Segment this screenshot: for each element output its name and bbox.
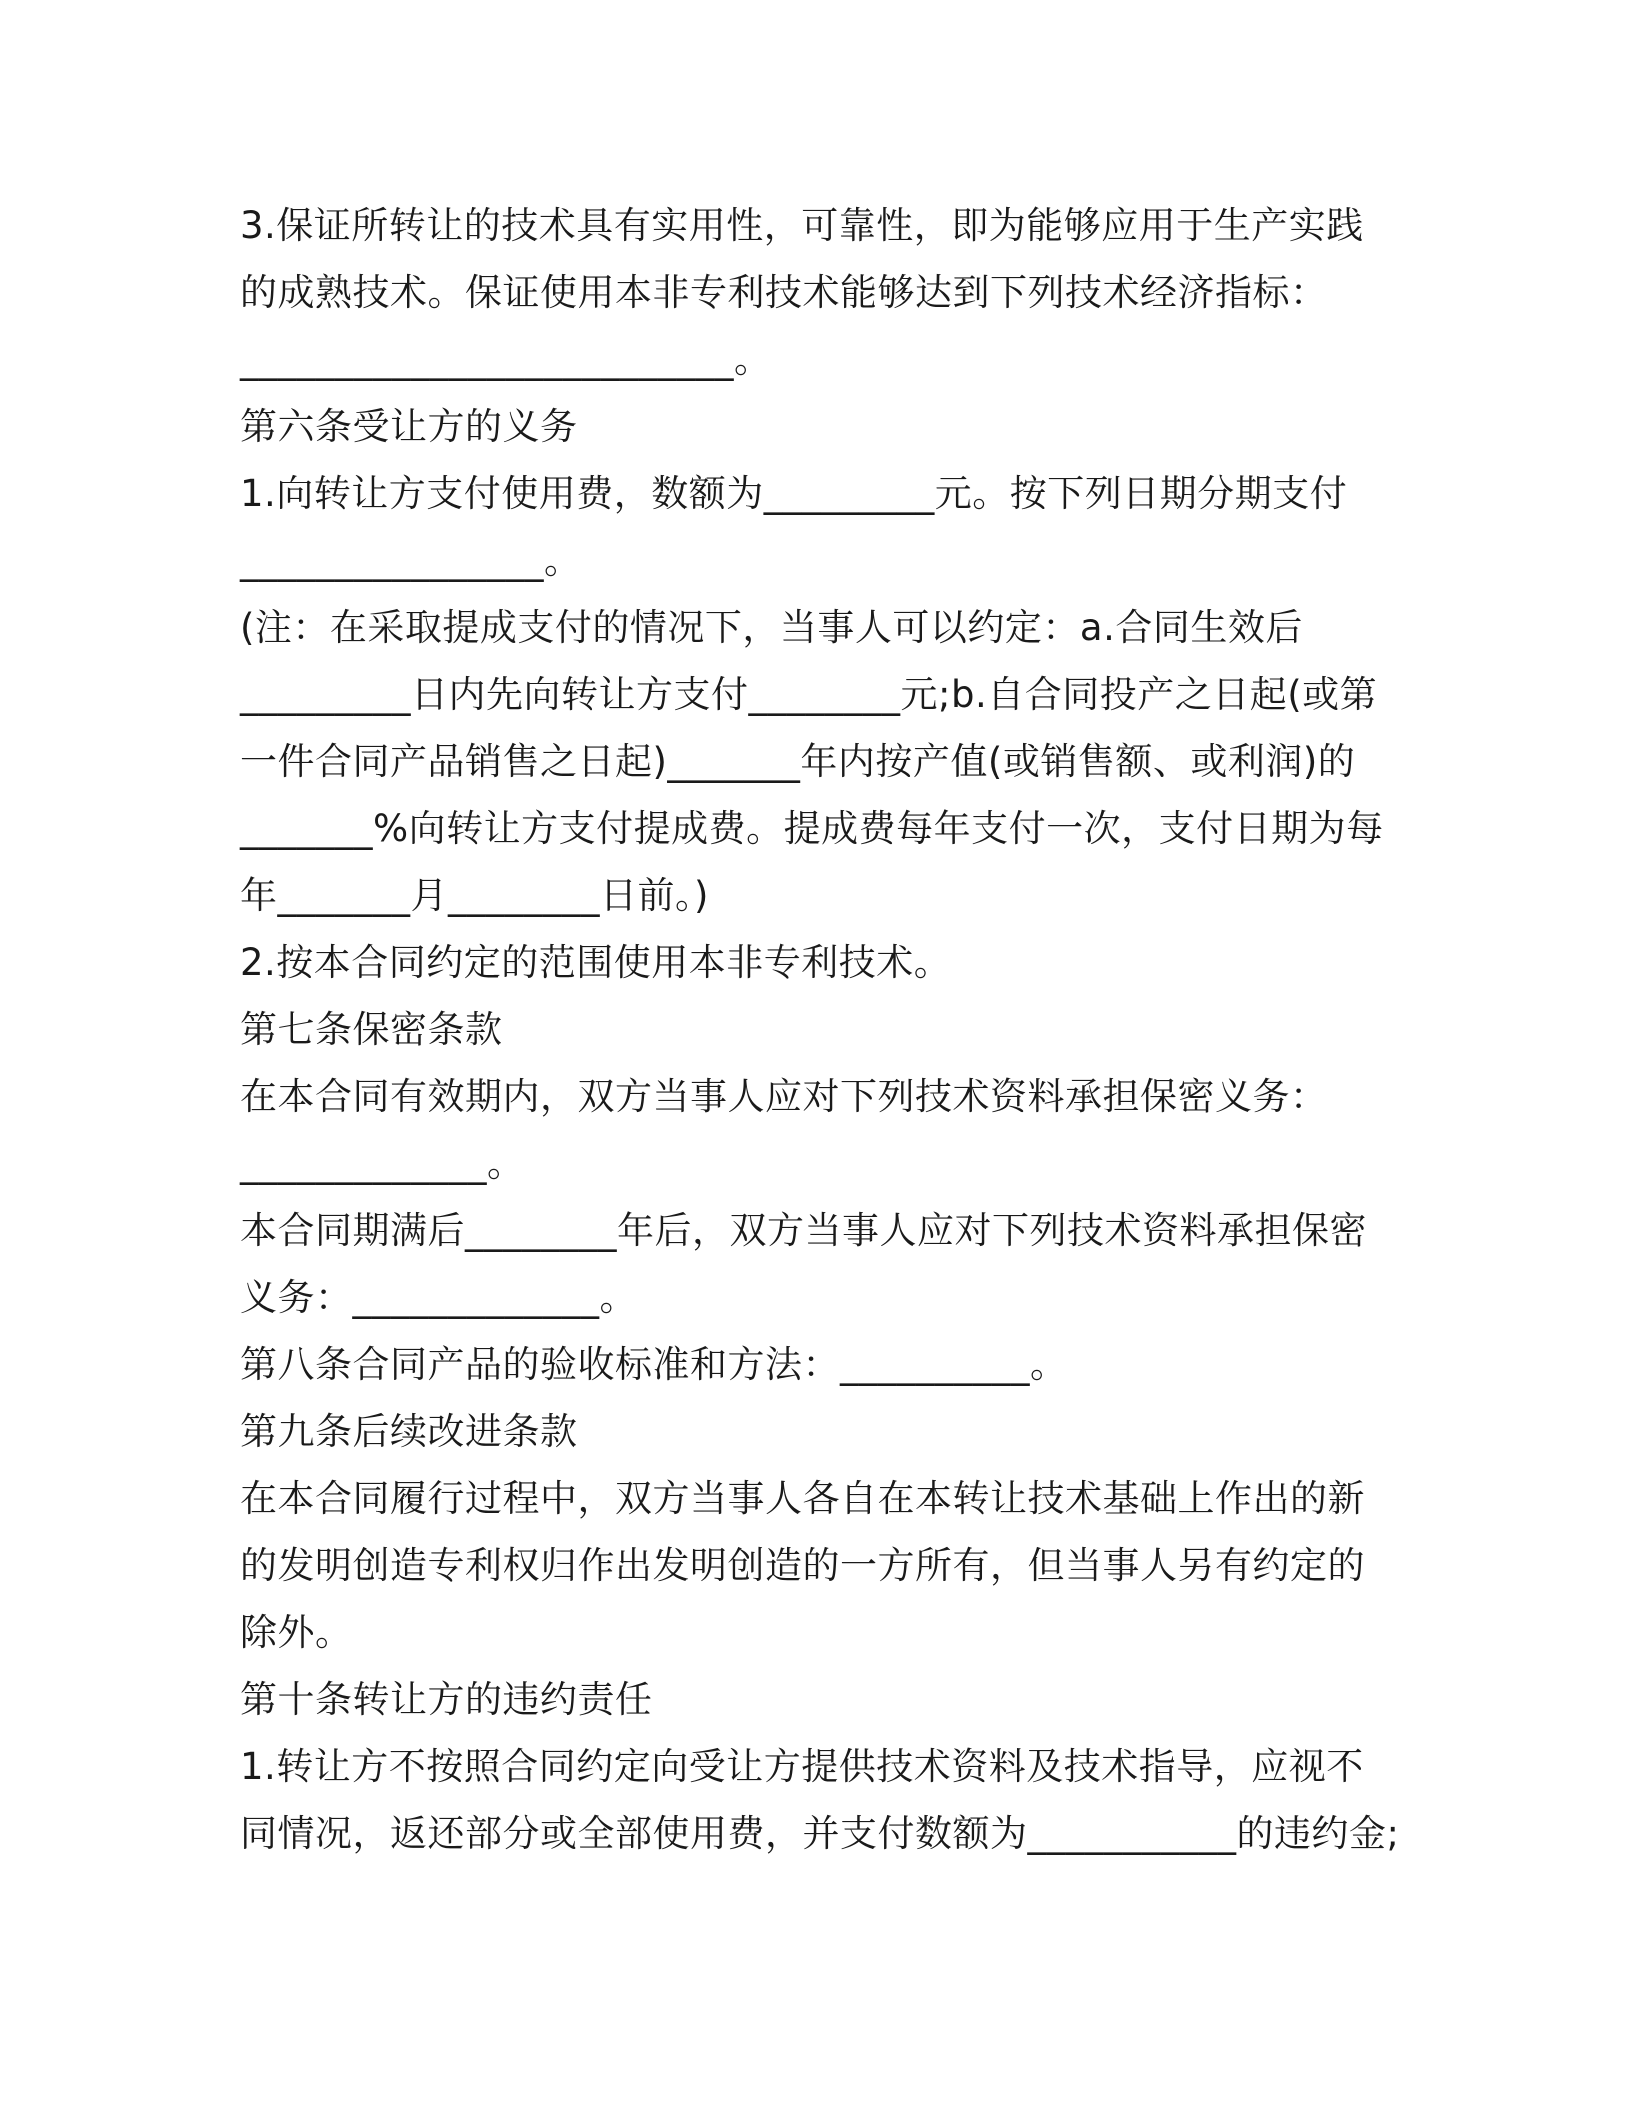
section-heading: 第七条保密条款	[240, 1008, 503, 1051]
text-line: 的成熟技术。保证使用本非专利技术能够达到下列技术经济指标：	[240, 271, 1328, 314]
text-line: _______%向转让方支付提成费。提成费每年支付一次，支付日期为每	[240, 807, 1384, 850]
text-line: 的发明创造专利权归作出发明创造的一方所有，但当事人另有约定的	[240, 1544, 1365, 1587]
text-line: 同情况，返还部分或全部使用费，并支付数额为___________的违约金;	[240, 1812, 1400, 1855]
text-line: _____________。	[240, 1142, 525, 1185]
text-line: 1.转让方不按照合同约定向受让方提供技术资料及技术指导，应视不	[240, 1745, 1364, 1788]
text-line: 在本合同履行过程中，双方当事人各自在本转让技术基础上作出的新	[240, 1477, 1365, 1520]
text-line: 在本合同有效期内，双方当事人应对下列技术资料承担保密义务：	[240, 1075, 1328, 1118]
text-line: __________________________。	[240, 338, 772, 381]
text-line: 本合同期满后________年后，双方当事人应对下列技术资料承担保密	[240, 1209, 1367, 1252]
text-line: 1.向转让方支付使用费，数额为_________元。按下列日期分期支付	[240, 472, 1348, 515]
text-line: 义务：_____________。	[240, 1276, 637, 1319]
section-heading: 第六条受让方的义务	[240, 405, 578, 448]
text-line: 年_______月________日前。)	[240, 874, 709, 917]
section-heading: 第九条后续改进条款	[240, 1410, 578, 1453]
document-page	[240, 192, 1420, 1867]
text-line: 3.保证所转让的技术具有实用性，可靠性，即为能够应用于生产实践	[240, 204, 1364, 247]
text-line: (注：在采取提成支付的情况下，当事人可以约定：a.合同生效后	[240, 606, 1303, 649]
text-line: 一件合同产品销售之日起)_______年内按产值(或销售额、或利润)的	[240, 740, 1356, 783]
section-heading: 第八条合同产品的验收标准和方法：__________。	[240, 1343, 1068, 1386]
text-line: 除外。	[240, 1611, 353, 1654]
text-line: _________日内先向转让方支付________元;b.自合同投产之日起(或第	[240, 673, 1378, 716]
text-line: 2.按本合同约定的范围使用本非专利技术。	[240, 941, 952, 984]
section-heading: 第十条转让方的违约责任	[240, 1678, 653, 1721]
text-line: ________________。	[240, 539, 582, 582]
